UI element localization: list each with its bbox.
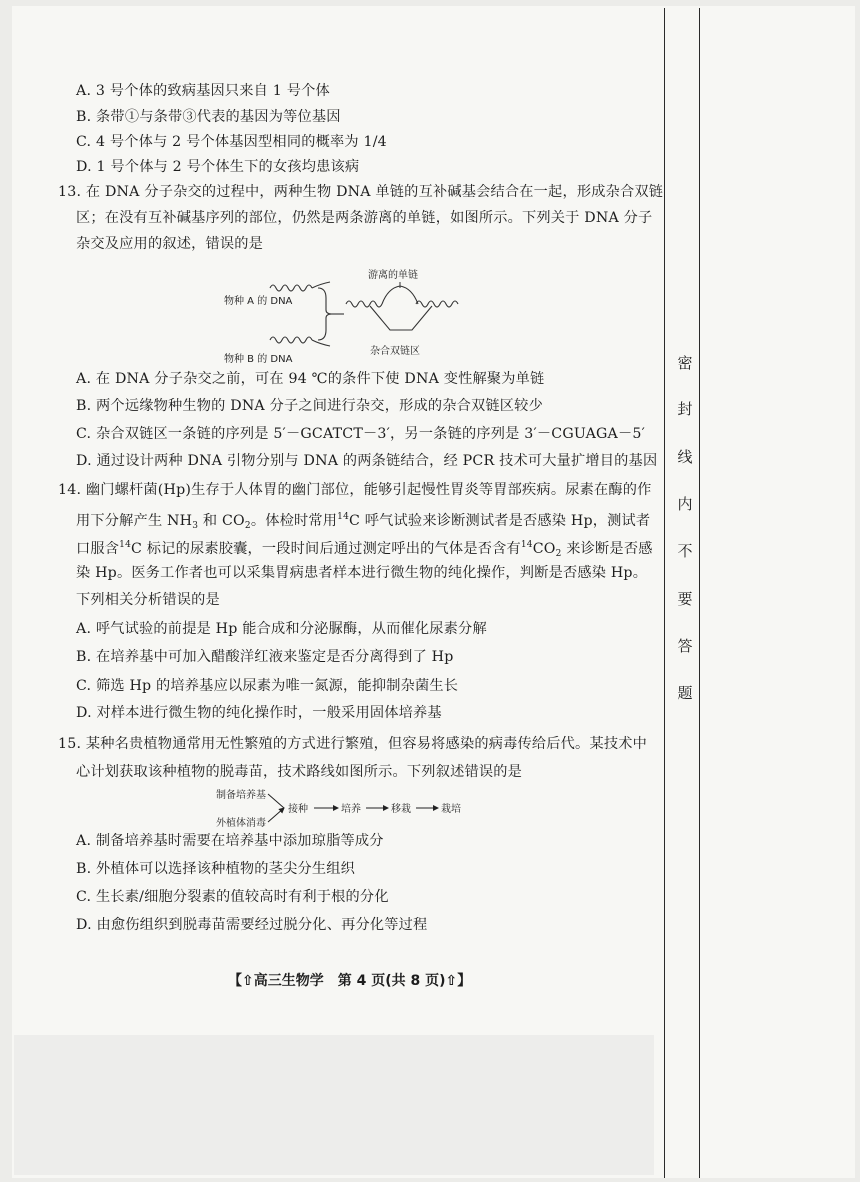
q14-option-b: B. 在培养基中可加入醋酸洋红液来鉴定是否分离得到了 Hp <box>76 649 454 665</box>
seal-char: 密 <box>677 354 693 372</box>
q15-option-d: D. 由愈伤组织到脱毒苗需要经过脱分化、再分化等过程 <box>76 917 428 933</box>
flow-input-bottom: 外植体消毒 <box>216 818 266 829</box>
q13-stem-line: 杂交及应用的叙述，错误的是 <box>76 236 264 252</box>
q13-option-b: B. 两个远缘物种生物的 DNA 分子之间进行杂交，形成的杂合双链区较少 <box>76 398 543 414</box>
page-footer: 【⇧高三生物学 第 4 页(共 8 页)⇧】 <box>228 973 472 989</box>
flow-step-transplant: 移栽 <box>391 804 411 815</box>
q14-stem-line-2: 用下分解产生 $NH_3$ 和 $CO_2$。体检时常用$^{14}$C 呼气试验来诊断测试者是否感染 Hp，测试者 <box>76 512 651 531</box>
seal-char: 答 <box>677 637 693 655</box>
species-b-strand-tail <box>312 340 330 346</box>
q14-stem-line-5: 下列相关分析错误的是 <box>76 592 220 608</box>
species-a-strand-tail <box>312 282 330 288</box>
flow-input-top: 制备培养基 <box>216 790 266 801</box>
q14-option-d: D. 对样本进行微生物的纯化操作时，一般采用固体培养基 <box>76 705 442 721</box>
seal-char: 不 <box>677 542 693 560</box>
label-species-b: 物种 B 的 DNA <box>224 354 293 365</box>
q15-stem-line: 心计划获取该种植物的脱毒苗，技术路线如图所示。下列叙述错误的是 <box>76 764 523 780</box>
q13-stem-line: 13. 在 DNA 分子杂交的过程中，两种生物 DNA 单链的互补碱基会结合在一起，形成杂合双链 <box>58 184 664 200</box>
bracket <box>318 288 332 340</box>
q14-stem-line-1: 14. 幽门螺杆菌(Hp)生存于人体胃的幽门部位，能够引起慢性胃炎等胃部疾病。尿素在酶的作 <box>58 482 652 498</box>
q12-option-c: C. 4 号个体与 2 号个体基因型相同的概率为 1/4 <box>76 134 387 150</box>
free-strand-bottom <box>370 306 432 330</box>
seal-char: 题 <box>677 684 693 702</box>
flow-merge-top <box>268 794 284 808</box>
q15-stem-line: 15. 某种名贵植物通常用无性繁殖的方式进行繁殖，但容易将感染的病毒传给后代。某技术中 <box>58 736 647 752</box>
flow-merge-bottom <box>268 808 284 822</box>
dna-hybrid-diagram <box>220 258 490 366</box>
seal-line-right <box>699 8 700 1178</box>
tissue-culture-flowchart <box>214 784 484 830</box>
seal-char: 线 <box>677 448 693 466</box>
flow-step-culture: 培养 <box>341 804 361 815</box>
q13-option-c: C. 杂合双链区一条链的序列是 5′－GCATCT－3′，另一条链的序列是 3′－CGUAGA－5′ <box>76 426 646 442</box>
free-strand-top <box>382 286 418 304</box>
hybrid-duplex-right <box>416 301 458 307</box>
q13-option-a: A. 在 DNA 分子杂交之前，可在 94 ℃的条件下使 DNA 变性解聚为单链 <box>76 371 545 387</box>
flow-step-inoculate: 接种 <box>288 804 308 815</box>
q12-option-d: D. 1 号个体与 2 号个体生下的女孩均患该病 <box>76 159 360 175</box>
q14-stem-line-3: 口服含$^{14}$C 标记的尿素胶囊，一段时间后通过测定呼出的气体是否含有$^{14}CO_2$ 来诊断是否感 <box>76 540 653 559</box>
q12-option-a: A. 3 号个体的致病基因只来自 1 号个体 <box>76 83 330 99</box>
q14-option-c: C. 筛选 Hp 的培养基应以尿素为唯一氮源，能抑制杂菌生长 <box>76 678 459 694</box>
seal-line-left <box>664 8 665 1178</box>
seal-char: 要 <box>677 590 693 608</box>
q13-stem-line: 区；在没有互补碱基序列的部位，仍然是两条游离的单链，如图所示。下列关于 DNA 分子 <box>76 210 653 226</box>
seal-char: 封 <box>677 400 693 418</box>
hybrid-duplex-left <box>346 301 382 307</box>
q15-option-b: B. 外植体可以选择该种植物的茎尖分生组织 <box>76 861 356 877</box>
q13-option-d: D. 通过设计两种 DNA 引物分别与 DNA 的两条链结合，经 PCR 技术可大量扩增目的基因 <box>76 453 658 469</box>
q14-stem-line-4: 染 Hp。医务工作者也可以采集胃病患者样本进行微生物的纯化操作，判断是否感染 Hp。 <box>76 565 648 581</box>
q14-option-a: A. 呼气试验的前提是 Hp 能合成和分泌脲酶，从而催化尿素分解 <box>76 621 487 637</box>
label-free-strand: 游离的单链 <box>368 270 418 281</box>
q15-option-a: A. 制备培养基时需要在培养基中添加琼脂等成分 <box>76 833 384 849</box>
species-b-strand <box>270 337 312 343</box>
scan-shadow <box>14 1035 654 1175</box>
flow-step-cultivate: 栽培 <box>441 804 461 815</box>
q15-option-c: C. 生长素/细胞分裂素的值较高时有利于根的分化 <box>76 889 389 905</box>
seal-char: 内 <box>677 495 693 513</box>
label-hybrid-region: 杂合双链区 <box>370 346 420 357</box>
label-species-a: 物种 A 的 DNA <box>224 296 293 307</box>
species-a-strand <box>270 285 312 291</box>
q12-option-b: B. 条带①与条带③代表的基因为等位基因 <box>76 109 341 125</box>
